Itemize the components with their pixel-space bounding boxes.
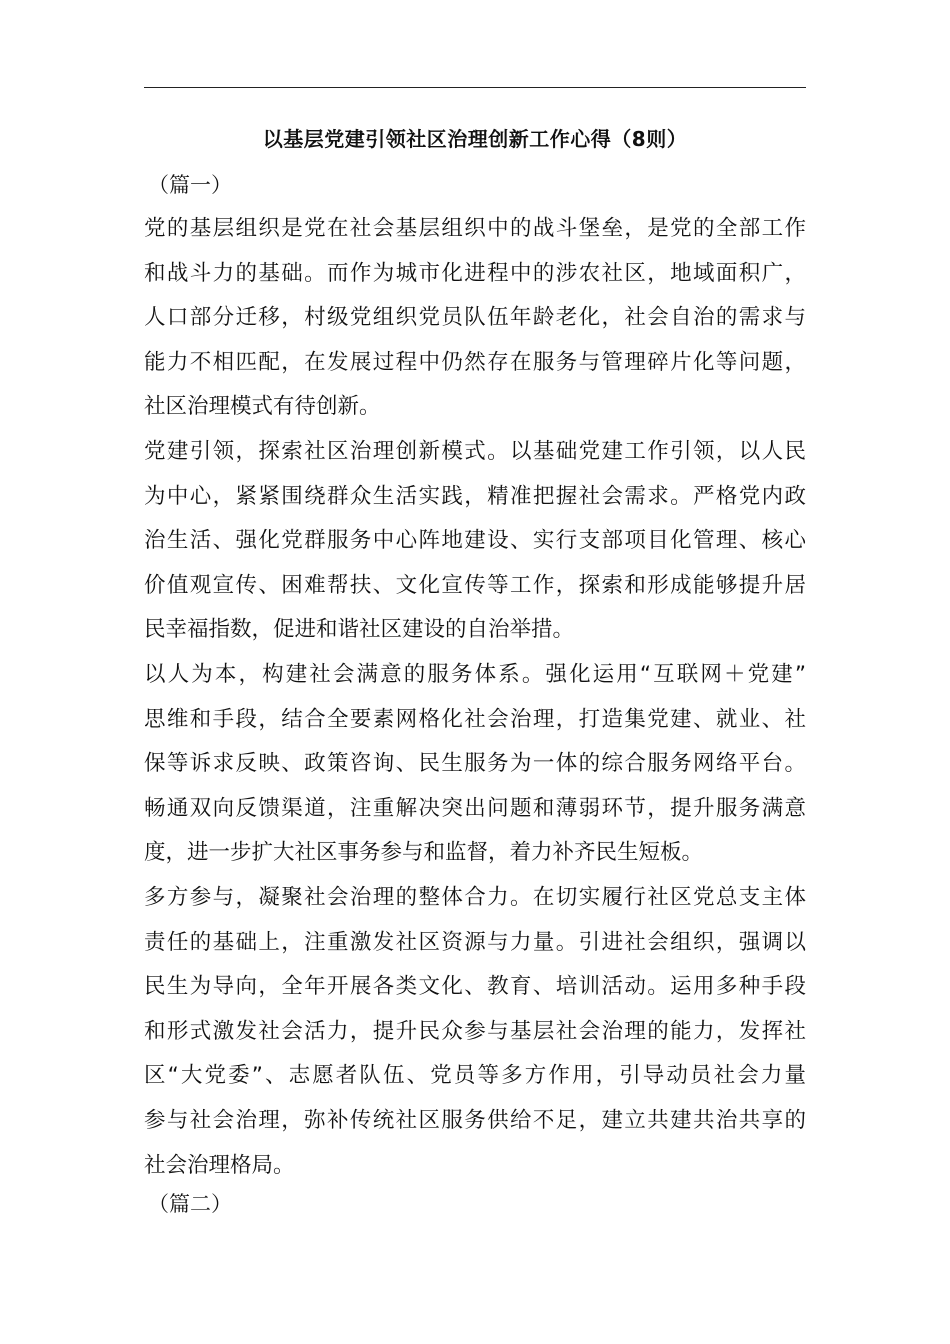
paragraph-line: 多方参与，凝聚社会治理的整体合力。在切实履行社区党总支主体 (144, 885, 806, 910)
paragraph-line: 和形式激发社会活力，提升民众参与基层社会治理的能力，发挥社 (144, 1018, 806, 1044)
paragraph-line: 治生活、强化党群服务中心阵地建设、实行支部项目化管理、核心 (144, 528, 806, 554)
paragraph-line: 党的基层组织是党在社会基层组织中的战斗堡垒，是党的全部工作 (144, 216, 806, 241)
paragraph-line: 党建引领，探索社区治理创新模式。以基础党建工作引领，以人民 (144, 439, 806, 464)
paragraph-line: 民幸福指数，促进和谐社区建设的自治举措。 (144, 617, 575, 643)
paragraph-line: 民生为导向，全年开展各类文化、教育、培训活动。运用多种手段 (144, 974, 806, 1000)
section-label-one: （篇一） (148, 173, 232, 197)
paragraph-line: 价值观宣传、困难帮扶、文化宣传等工作，探索和形成能够提升居 (144, 572, 806, 598)
paragraph-1 (144, 207, 806, 430)
paragraph-line: 社区治理模式有待创新。 (144, 394, 381, 420)
header-rule (144, 87, 806, 88)
paragraph-line: 能力不相匹配，在发展过程中仍然存在服务与管理碎片化等问题， (144, 349, 806, 375)
paragraph-2 (144, 430, 806, 653)
paragraph-4 (144, 876, 806, 1188)
paragraph-line: 和战斗力的基础。而作为城市化进程中的涉农社区，地域面积广， (144, 260, 806, 286)
paragraph-line: 保等诉求反映、政策咨询、民生服务为一体的综合服务网络平台。 (144, 751, 806, 777)
paragraph-line: 为中心，紧紧围绕群众生活实践，精准把握社会需求。严格党内政 (144, 483, 806, 509)
paragraph-line: 畅通双向反馈渠道，注重解决突出问题和薄弱环节，提升服务满意 (144, 795, 806, 821)
paragraph-line: 参与社会治理，弥补传统社区服务供给不足，建立共建共治共享的 (144, 1107, 806, 1133)
paragraph-line: 度，进一步扩大社区事务参与和监督，着力补齐民生短板。 (144, 840, 704, 866)
paragraph-line: 思维和手段，结合全要素网格化社会治理，打造集党建、就业、社 (144, 706, 806, 732)
paragraph-line: 以人为本，构建社会满意的服务体系。强化运用“互联网＋党建” (144, 662, 806, 687)
paragraph-line: 责任的基础上，注重激发社区资源与力量。引进社会组织，强调以 (144, 929, 806, 955)
paragraph-line: 人口部分迁移，村级党组织党员队伍年龄老化，社会自治的需求与 (144, 305, 806, 331)
paragraph-3 (144, 653, 806, 876)
section-label-two: （篇二） (148, 1192, 232, 1216)
paragraph-line: 社会治理格局。 (144, 1152, 295, 1178)
paragraph-line: 区“大党委”、志愿者队伍、党员等多方作用，引导动员社会力量 (144, 1063, 806, 1089)
document-title: 以基层党建引领社区治理创新工作心得（8则） (262, 127, 688, 151)
